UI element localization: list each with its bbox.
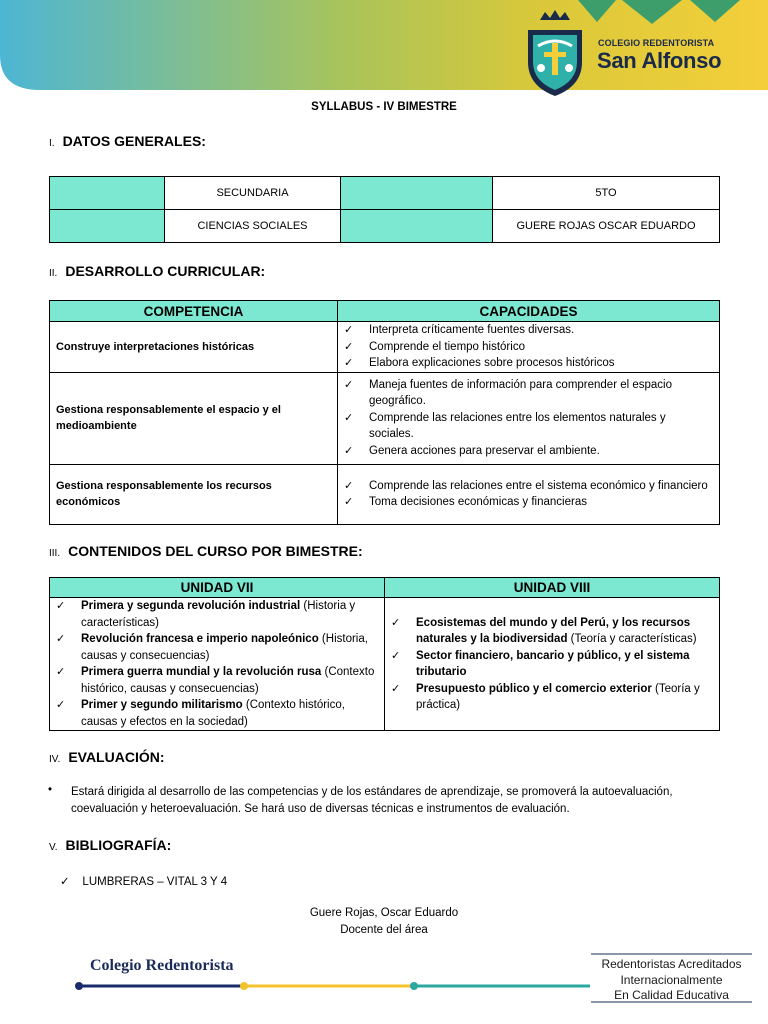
capacidades-header: CAPACIDADES xyxy=(338,301,720,322)
table-header-row xyxy=(50,301,720,322)
capacidades-cell xyxy=(338,372,720,464)
list-item: ✓ Interpreta críticamente fuentes diversas. xyxy=(338,322,713,339)
evaluacion-text: Estará dirigida al desarrollo de las competencias y de los estándares de aprendizaje, se promoverá la autoevaluación, coevaluación y heteroevaluación. Se hará uso de diversas técnicas e instrumentos de evaluación. xyxy=(71,786,673,815)
list-item: ✓ Comprende el tiempo histórico xyxy=(338,339,713,356)
table-cell-label xyxy=(50,210,165,243)
list-item: ✓ Maneja fuentes de información para comprender el espacio geográfico. xyxy=(338,377,713,410)
list-item: ✓ Presupuesto público y el comercio exterior (Teoría y práctica) xyxy=(385,681,713,714)
unidad-viii-cell xyxy=(385,598,720,731)
section-4-number: IV. xyxy=(49,754,61,765)
grado-cell: 5TO xyxy=(493,177,720,210)
accreditation-badge xyxy=(591,953,752,1003)
table-cell-label xyxy=(341,177,493,210)
competencia-header: COMPETENCIA xyxy=(50,301,338,322)
accreditation-line-3: En Calidad Educativa xyxy=(614,988,729,1002)
section-1-heading xyxy=(49,133,206,149)
unidad-vii-cell xyxy=(50,598,385,731)
curricular-table xyxy=(49,300,720,525)
docente-cell: GUERE ROJAS OSCAR EDUARDO xyxy=(493,210,720,243)
list-item: ✓ Primer y segundo militarismo (Contexto histórico, causas y efectos en la sociedad) xyxy=(50,697,378,730)
school-crest-icon xyxy=(522,10,588,98)
table-header-row xyxy=(50,578,720,598)
table-cell-label xyxy=(50,177,165,210)
competencia-cell: Construye interpretaciones históricas xyxy=(50,322,338,373)
list-item: ✓ Genera acciones para preservar el ambiente. xyxy=(338,443,713,460)
list-item: ✓ Primera guerra mundial y la revolución rusa (Contexto histórico, causas y consecuencias) xyxy=(50,664,378,697)
competencia-cell: Gestiona responsablemente el espacio y el medioambiente xyxy=(50,372,338,464)
table-row xyxy=(50,372,720,464)
school-name-large: San Alfonso xyxy=(597,48,722,73)
table-row xyxy=(50,322,720,373)
signature-name: Guere Rojas, Oscar Eduardo xyxy=(309,907,459,919)
section-1-number: I. xyxy=(49,138,55,149)
document-title: SYLLABUS - IV BIMESTRE xyxy=(311,101,457,113)
list-item: ✓ Elabora explicaciones sobre procesos históricos xyxy=(338,355,713,372)
nivel-cell: SECUNDARIA xyxy=(165,177,341,210)
list-item: ✓ Comprende las relaciones entre los elementos naturales y sociales. xyxy=(338,410,713,443)
capacidades-cell xyxy=(338,464,720,524)
bibliografia-text: LUMBRERAS – VITAL 3 Y 4 xyxy=(82,876,228,888)
unidad-vii-header: UNIDAD VII xyxy=(50,578,385,598)
section-5-heading xyxy=(49,837,171,853)
bibliografia-item xyxy=(60,874,227,888)
list-item: ✓ Ecosistemas del mundo y del Perú, y los recursos naturales y la biodiversidad (Teoría y características) xyxy=(385,615,713,648)
table-row xyxy=(50,598,720,731)
list-item: ✓ Revolución francesa e imperio napoleónico (Historia, causas y consecuencias) xyxy=(50,631,378,664)
signature-role: Docente del área xyxy=(340,924,428,936)
list-item: ✓ Comprende las relaciones entre el sistema económico y financiero xyxy=(338,478,713,495)
section-1-title: DATOS GENERALES: xyxy=(62,133,206,149)
list-item: ✓ Toma decisiones económicas y financieras xyxy=(338,494,713,511)
list-item: ✓ Sector financiero, bancario y público, y el sistema tributario xyxy=(385,648,713,681)
section-5-title: BIBLIOGRAFÍA: xyxy=(65,837,172,853)
table-row xyxy=(50,210,720,243)
bullet-icon: • xyxy=(48,784,53,796)
contenidos-table xyxy=(49,577,720,731)
section-2-number: II. xyxy=(49,268,58,279)
unidad-viii-header: UNIDAD VIII xyxy=(385,578,720,598)
section-3-title: CONTENIDOS DEL CURSO POR BIMESTRE: xyxy=(68,543,363,559)
section-4-heading xyxy=(49,749,165,765)
section-3-heading xyxy=(49,543,363,559)
section-5-number: V. xyxy=(49,842,58,853)
table-cell-label xyxy=(341,210,493,243)
capacidades-cell xyxy=(338,322,720,373)
section-2-heading xyxy=(49,263,265,279)
check-icon: ✓ xyxy=(60,876,70,888)
list-item: ✓ Primera y segunda revolución industrial (Historia y características) xyxy=(50,598,378,631)
accreditation-line-1: Redentoristas Acreditados xyxy=(601,957,742,971)
table-row xyxy=(50,177,720,210)
section-3-number: III. xyxy=(49,548,61,559)
footer-decorative-line xyxy=(74,978,594,994)
section-2-title: DESARROLLO CURRICULAR: xyxy=(65,263,266,279)
datos-table xyxy=(49,176,720,243)
area-cell: CIENCIAS SOCIALES xyxy=(165,210,341,243)
accreditation-line-2: Internacionalmente xyxy=(620,972,723,987)
competencia-cell: Gestiona responsablemente los recursos económicos xyxy=(50,464,338,524)
table-row xyxy=(50,464,720,524)
school-name-small: COLEGIO REDENTORISTA xyxy=(598,38,715,48)
footer-school-name: Colegio Redentorista xyxy=(90,957,234,974)
section-4-title: EVALUACIÓN: xyxy=(68,749,165,765)
